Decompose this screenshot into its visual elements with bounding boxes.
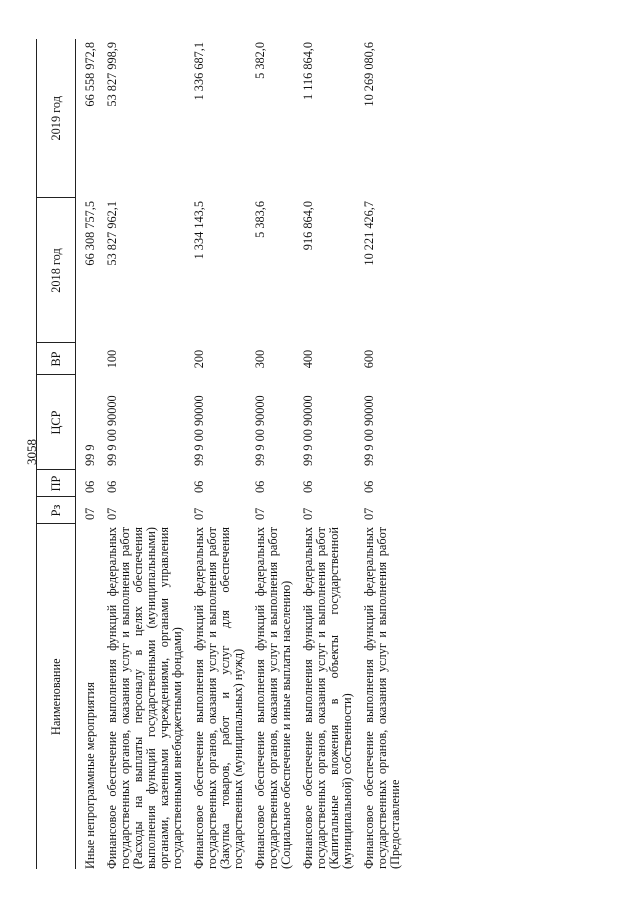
row-2019: 5 382,0: [253, 42, 267, 79]
row-2018: 5 383,6: [253, 201, 267, 238]
row-pr: 06: [105, 480, 119, 493]
row-vr: 400: [301, 349, 315, 369]
row-rz: 07: [83, 507, 97, 520]
row-2019: 53 827 998,9: [105, 42, 119, 107]
row-vr: 100: [105, 349, 119, 369]
row-2019: 10 269 080,6: [362, 42, 376, 107]
row-csr: 99 9: [83, 444, 97, 466]
row-csr: 99 9 00 90000: [192, 395, 206, 466]
row-name: Финансовое обеспечение выполнения функций федеральных государственных органов, оказания услуг и выполнения работ (Капитальные вложения в объекты государственной (муниципальной) собственности): [301, 527, 354, 869]
header-name: Наименование: [37, 524, 76, 869]
row-name: Иные непрограммные мероприятия: [83, 682, 97, 869]
row-pr: 06: [362, 480, 376, 493]
row-csr: 99 9 00 90000: [301, 395, 315, 466]
row-pr: 06: [83, 480, 97, 493]
row-name: Финансовое обеспечение выполнения функций федеральных государственных органов, оказания услуг и выполнения работ (Расходы на выплаты персоналу в целях обеспечения выполнения функций государственными (муниципальными) органами, казенными учреждениями, органами управления государственными внебюджетными фондами): [105, 527, 184, 869]
row-csr: 99 9 00 90000: [362, 395, 376, 466]
header-vr: ВР: [37, 343, 76, 375]
row-pr: 06: [301, 480, 315, 493]
table-header-row: [37, 39, 76, 869]
row-2018: 916 864,0: [301, 201, 315, 251]
table-row: [246, 39, 294, 869]
row-csr: 99 9 00 90000: [253, 395, 267, 466]
row-pr: 06: [192, 480, 206, 493]
row-rz: 07: [105, 507, 119, 520]
row-2018: 53 827 962,1: [105, 201, 119, 266]
row-vr: 200: [192, 349, 206, 369]
row-2019: 66 558 972,8: [83, 42, 97, 107]
row-rz: 07: [301, 507, 315, 520]
row-2018: 10 221 426,7: [362, 201, 376, 266]
header-pr: ПР: [37, 470, 76, 497]
header-csr: ЦСР: [37, 375, 76, 470]
table-row: [76, 39, 99, 869]
row-2019: 1 336 687,1: [192, 42, 206, 101]
header-2018: 2018 год: [37, 198, 76, 343]
header-2019: 2019 год: [37, 39, 76, 198]
row-rz: 07: [253, 507, 267, 520]
row-pr: 06: [253, 480, 267, 493]
row-2019: 1 116 864,0: [301, 42, 315, 100]
row-vr: 600: [362, 349, 376, 369]
rotated-page-content: [36, 39, 576, 869]
page-number-text: 3058: [24, 439, 39, 465]
row-rz: 07: [362, 507, 376, 520]
row-name: Финансовое обеспечение выполнения функций федеральных государственных органов, оказания услуг и выполнения работ (Закупка товаров, работ и услуг для обеспечения государственных (муниципальных) нужд): [192, 527, 245, 869]
budget-table: [36, 39, 403, 869]
row-2018: 1 334 143,5: [192, 201, 206, 260]
header-rz: Рз: [37, 497, 76, 524]
row-name: Финансовое обеспечение выполнения функций федеральных государственных органов, оказания услуг и выполнения работ (Социальное обеспечение и иные выплаты населению): [253, 527, 293, 869]
table-row: [355, 39, 403, 869]
table-row: [185, 39, 246, 869]
table-row: [98, 39, 185, 869]
table-row: [294, 39, 355, 869]
row-csr: 99 9 00 90000: [105, 395, 119, 466]
row-name: Финансовое обеспечение выполнения функций федеральных государственных органов, оказания услуг и выполнения работ (Предоставление: [362, 527, 402, 869]
row-2018: 66 308 757,5: [83, 201, 97, 266]
row-vr: [76, 343, 99, 375]
row-vr: 300: [253, 349, 267, 369]
row-rz: 07: [192, 507, 206, 520]
